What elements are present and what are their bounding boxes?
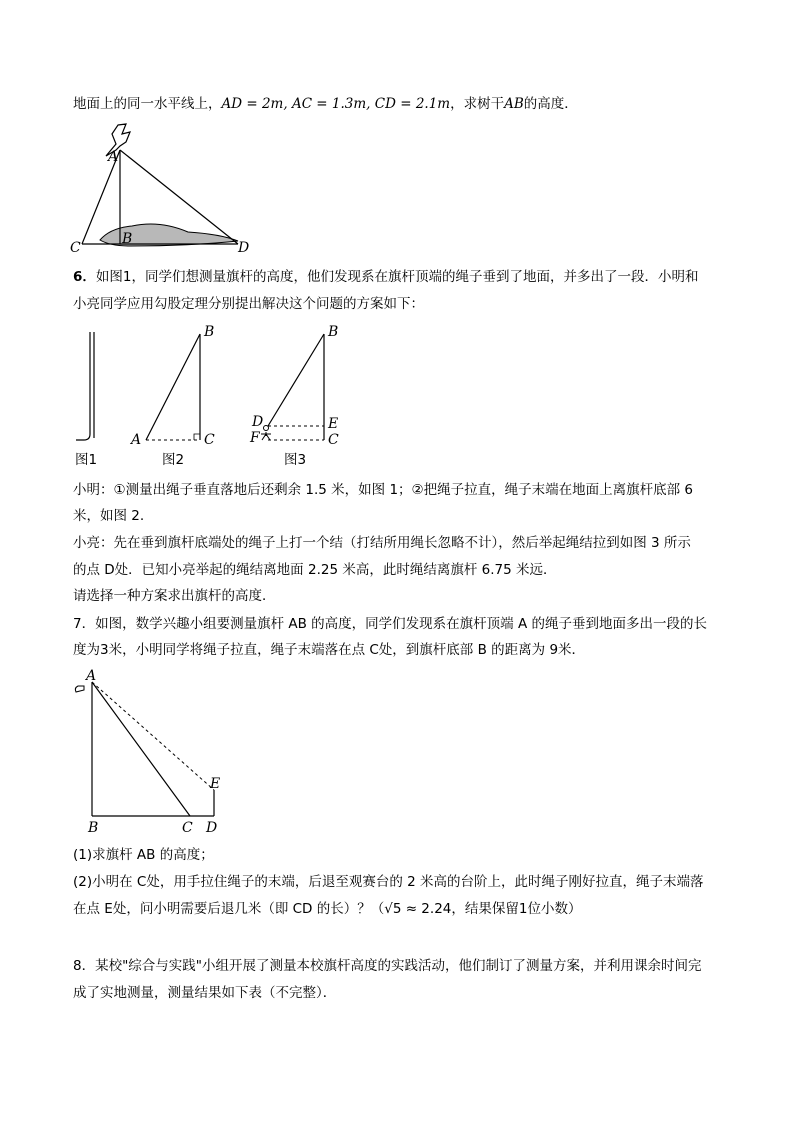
q8-line1: 8．某校"综合与实践"小组开展了测量本校旗杆高度的实践活动，他们制订了测量方案，并利用课余时间完 bbox=[73, 958, 702, 974]
q6-xiaoming-line1: 小明：①测量出绳子垂直落地后还剩余 1.5 米，如图 1；②把绳子拉直，绳子末端在地面上离旗杆底部 6 bbox=[73, 482, 694, 498]
q5-text-mid: ，求树干 bbox=[450, 96, 505, 112]
q5-ab: AB bbox=[504, 96, 524, 112]
q6-fig1 bbox=[72, 330, 112, 445]
q7-label-C: C bbox=[182, 820, 193, 836]
caption-fig2: 图2 bbox=[162, 452, 185, 468]
label-D: D bbox=[238, 240, 250, 256]
q5-text-pre: 地面上的同一水平线上， bbox=[73, 96, 222, 112]
q5-line bbox=[73, 94, 578, 114]
fig2-label-B: B bbox=[204, 324, 215, 340]
q7-label-B: B bbox=[88, 820, 99, 836]
q7-label-A: A bbox=[86, 668, 97, 684]
q7-part2-line1: (2)小明在 C处，用手拉住绳子的末端，后退至观赛台的 2 米高的台阶上，此时绳子刚好拉直，绳子末端落 bbox=[73, 874, 704, 890]
q7-part1: (1)求旗杆 AB 的高度； bbox=[73, 847, 214, 863]
q5-tree-figure bbox=[70, 120, 260, 255]
fig2-label-A: A bbox=[131, 432, 142, 448]
q6-intro2: 小亮同学应用勾股定理分别提出解决这个问题的方案如下： bbox=[73, 296, 424, 312]
label-A: A bbox=[108, 149, 119, 165]
fig3-label-D: D bbox=[252, 414, 264, 430]
caption-fig3: 图3 bbox=[284, 452, 307, 468]
q7-label-D: D bbox=[206, 820, 218, 836]
caption-fig1: 图1 bbox=[75, 452, 98, 468]
q7-line2: 度为3米，小明同学将绳子拉直，绳子末端落在点 C处，到旗杆底部 B 的距离为 9米． bbox=[73, 642, 586, 658]
q6-fig2 bbox=[128, 322, 228, 450]
flag-icon bbox=[75, 686, 84, 692]
q6-question: 请选择一种方案求出旗杆的高度． bbox=[73, 588, 276, 604]
fig3-label-C: C bbox=[328, 432, 339, 448]
label-C: C bbox=[70, 240, 81, 256]
q7-flagpole-figure bbox=[70, 668, 230, 836]
q6-xiaoliang-line1: 小亮：先在垂到旗杆底端处的绳子上打一个结（打结所用绳长忽略不计），然后举起绳结拉到如图 3 所示 bbox=[73, 535, 691, 551]
label-B: B bbox=[122, 231, 133, 247]
q6-intro1: 如图1，同学们想测量旗杆的高度，他们发现系在旗杆顶端的绳子垂到了地面，并多出了一段．小明和 bbox=[95, 269, 699, 285]
fig3-label-E: E bbox=[328, 416, 339, 432]
person-icon bbox=[261, 432, 271, 440]
fig2-label-C: C bbox=[204, 432, 215, 448]
q7-line1: 7．如图，数学兴趣小组要测量旗杆 AB 的高度，同学们发现系在旗杆顶端 A 的绳子垂到地面多出一段的长 bbox=[73, 616, 707, 632]
q6-xiaoming-line2: 米，如图 2. bbox=[73, 508, 145, 524]
q6-fig3 bbox=[248, 322, 358, 450]
q6-xiaoliang-line2: 的点 D处．已知小亮举起的绳结离地面 2.25 米高，此时绳结离旗杆 6.75 米远． bbox=[73, 562, 557, 578]
q6-number: 6． bbox=[73, 269, 96, 285]
fig3-label-B: B bbox=[328, 324, 339, 340]
fig3-label-F: F bbox=[250, 430, 260, 446]
q7-label-E: E bbox=[210, 776, 221, 792]
q5-math: AD = 2m, AC = 1.3m, CD = 2.1m bbox=[221, 96, 451, 112]
q5-text-end: 的高度． bbox=[523, 96, 578, 112]
q7-part2-line2: 在点 E处，问小明需要后退几米（即 CD 的长）？（√5 ≈ 2.24，结果保留1位小数） bbox=[73, 901, 582, 917]
q6-intro-line1 bbox=[73, 267, 699, 287]
q8-line2: 成了实地测量，测量结果如下表（不完整）． bbox=[73, 985, 337, 1001]
